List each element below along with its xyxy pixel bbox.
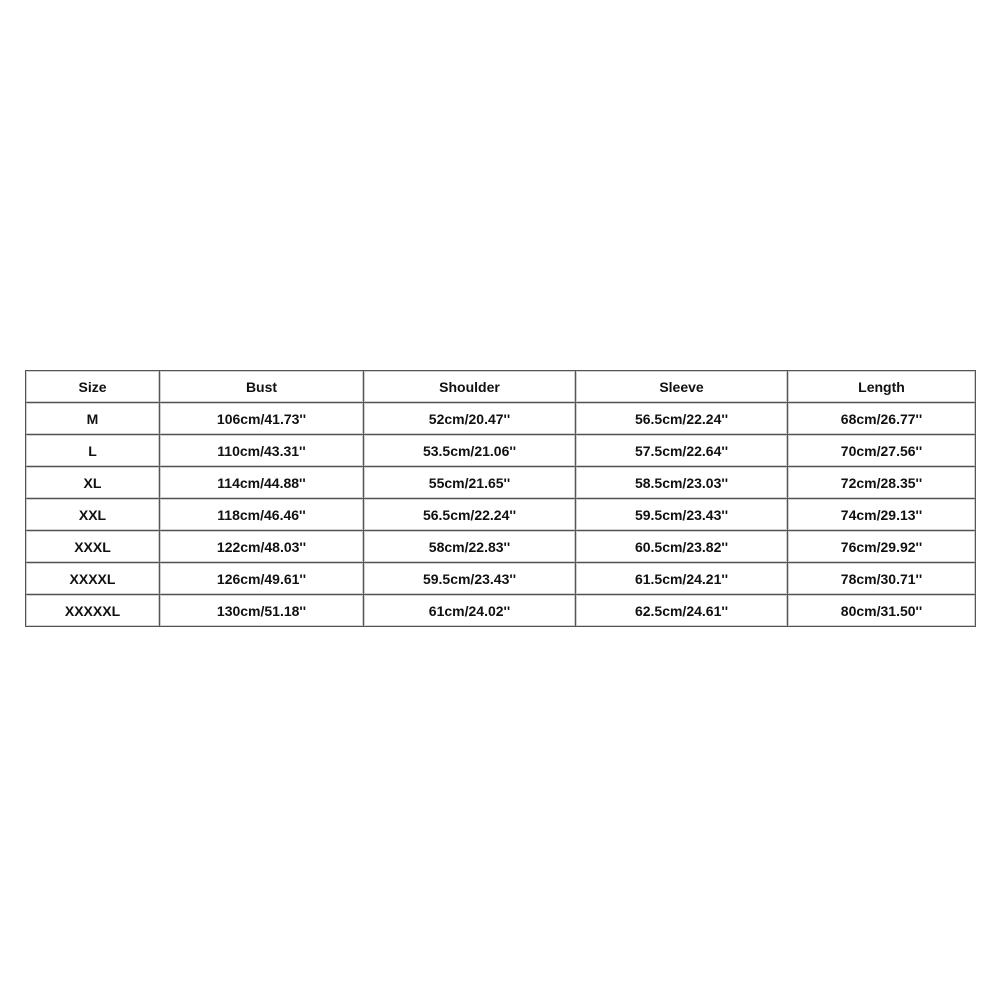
cell-shoulder: 53.5cm/21.06'' [364,435,576,467]
cell-bust: 130cm/51.18'' [160,595,364,627]
cell-bust: 122cm/48.03'' [160,531,364,563]
cell-length: 70cm/27.56'' [788,435,976,467]
cell-shoulder: 52cm/20.47'' [364,403,576,435]
header-bust: Bust [160,371,364,403]
cell-bust: 114cm/44.88'' [160,467,364,499]
cell-bust: 126cm/49.61'' [160,563,364,595]
cell-shoulder: 61cm/24.02'' [364,595,576,627]
table-row [26,595,976,627]
cell-sleeve: 60.5cm/23.82'' [576,531,788,563]
cell-sleeve: 58.5cm/23.03'' [576,467,788,499]
cell-length: 78cm/30.71'' [788,563,976,595]
cell-length: 72cm/28.35'' [788,467,976,499]
cell-sleeve: 59.5cm/23.43'' [576,499,788,531]
table-header-row [26,371,976,403]
cell-bust: 118cm/46.46'' [160,499,364,531]
cell-size: XL [26,467,160,499]
cell-bust: 110cm/43.31'' [160,435,364,467]
cell-length: 76cm/29.92'' [788,531,976,563]
cell-size: XXL [26,499,160,531]
header-size: Size [26,371,160,403]
cell-size: XXXL [26,531,160,563]
cell-size: L [26,435,160,467]
table-row [26,499,976,531]
header-shoulder: Shoulder [364,371,576,403]
cell-size: XXXXL [26,563,160,595]
cell-sleeve: 57.5cm/22.64'' [576,435,788,467]
cell-bust: 106cm/41.73'' [160,403,364,435]
table-row [26,531,976,563]
table-row [26,403,976,435]
table-row [26,467,976,499]
cell-sleeve: 61.5cm/24.21'' [576,563,788,595]
size-chart-table [25,370,976,627]
header-sleeve: Sleeve [576,371,788,403]
cell-shoulder: 58cm/22.83'' [364,531,576,563]
cell-shoulder: 56.5cm/22.24'' [364,499,576,531]
cell-sleeve: 56.5cm/22.24'' [576,403,788,435]
table-row [26,563,976,595]
cell-shoulder: 55cm/21.65'' [364,467,576,499]
cell-length: 68cm/26.77'' [788,403,976,435]
cell-size: M [26,403,160,435]
table-row [26,435,976,467]
cell-sleeve: 62.5cm/24.61'' [576,595,788,627]
cell-size: XXXXXL [26,595,160,627]
cell-shoulder: 59.5cm/23.43'' [364,563,576,595]
header-length: Length [788,371,976,403]
cell-length: 80cm/31.50'' [788,595,976,627]
cell-length: 74cm/29.13'' [788,499,976,531]
